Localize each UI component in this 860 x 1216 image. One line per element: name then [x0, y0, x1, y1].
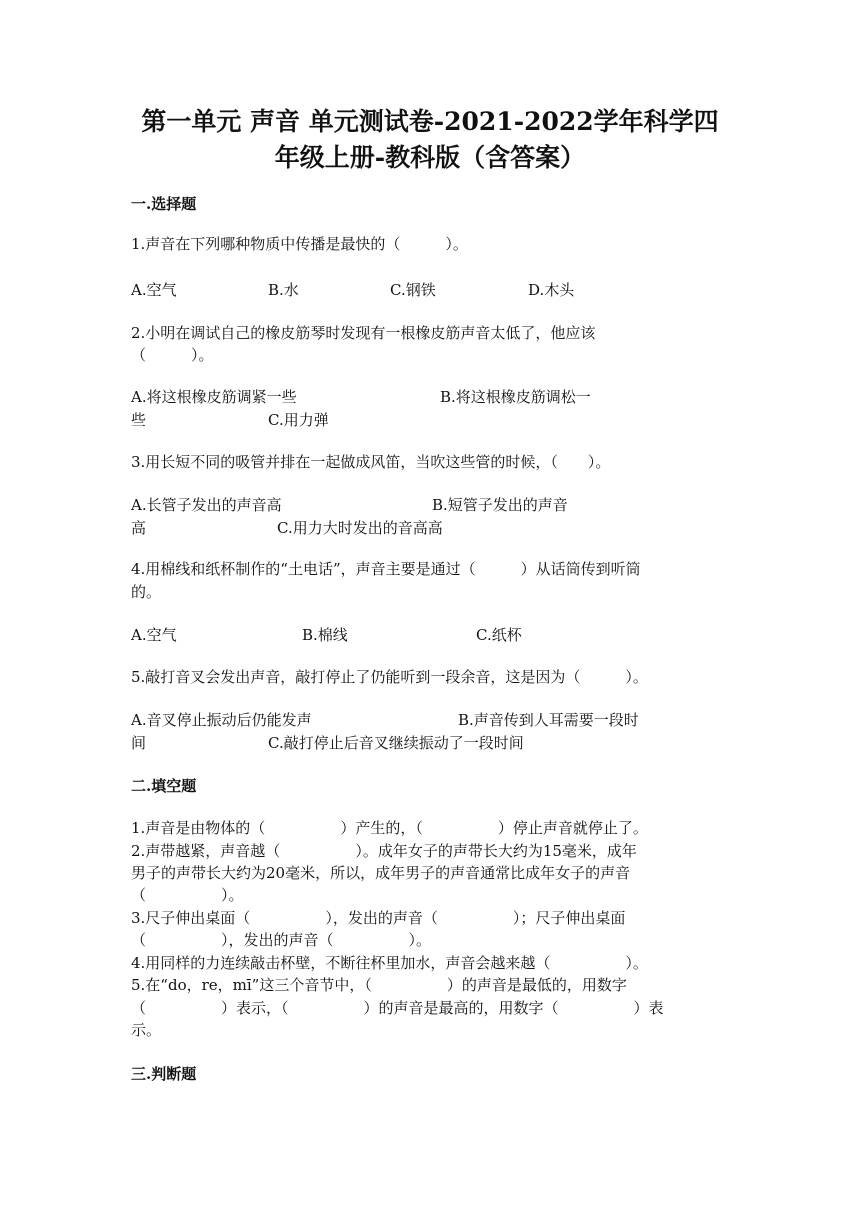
question-5-stem: 5.敲打音叉会发出声音，敲打停止了仍能听到一段余音，这是因为（ ）。 [131, 668, 648, 686]
fill-line-8: 5.在“do，re，mī”这三个音节中，（ ）的声音是最低的，用数字 [131, 976, 627, 994]
question-2-option-a: A.将这根橡皮筋调紧一些 [131, 388, 297, 406]
question-3-stem: 3.用长短不同的吸管并排在一起做成风笛，当吹这些管的时候，（ ）。 [131, 453, 611, 471]
question-3-option-c: C.用力大时发出的音高高 [277, 519, 443, 537]
question-4-option-a: A.空气 [131, 626, 177, 644]
question-1-stem: 1.声音在下列哪种物质中传播是最快的（ ）。 [131, 235, 468, 253]
question-2-option-b: B.将这根橡皮筋调松一 [440, 388, 591, 406]
question-2-option-c: C.用力弹 [268, 411, 329, 429]
question-1-option-d: D.木头 [528, 281, 575, 299]
question-3-option-a: A.长管子发出的声音高 [131, 496, 282, 514]
question-2-stem-cont: （ ）。 [131, 346, 214, 364]
section-heading-judge: 三.判断题 [131, 1065, 197, 1083]
document-title-line-2: 年级上册-教科版（含答案） [274, 143, 586, 172]
question-5-option-b-cont: 间 [131, 734, 147, 752]
fill-line-1: 1.声音是由物体的（ ）产生的，（ ）停止声音就停止了。 [131, 819, 648, 837]
question-3-option-b: B.短管子发出的声音 [432, 496, 568, 514]
fill-line-3: 男子的声带长大约为20毫米，所以，成年男子的声音通常比成年女子的声音 [131, 864, 631, 882]
fill-line-9: （ ）表示，（ ）的声音是最高的，用数字（ ）表 [131, 999, 664, 1017]
question-2-option-b-cont: 些 [131, 411, 147, 429]
question-5-option-c: C.敲打停止后音叉继续振动了一段时间 [268, 734, 524, 752]
question-4-option-c: C.纸杯 [476, 626, 522, 644]
question-1-option-c: C.钢铁 [390, 281, 436, 299]
question-1-option-a: A.空气 [131, 281, 177, 299]
fill-line-10: 示。 [131, 1021, 162, 1039]
question-3-option-b-cont: 高 [131, 519, 147, 537]
section-heading-fill: 二.填空题 [131, 777, 197, 795]
fill-line-5: 3.尺子伸出桌面（ ），发出的声音（ ）；尺子伸出桌面 [131, 909, 626, 927]
fill-line-7: 4.用同样的力连续敲击杯壁，不断往杯里加水，声音会越来越（ ）。 [131, 954, 648, 972]
question-5-option-b: B.声音传到人耳需要一段时 [458, 711, 639, 729]
fill-line-4: （ ）。 [131, 886, 244, 904]
question-4-stem-cont: 的。 [131, 583, 162, 601]
question-4-option-b: B.棉线 [302, 626, 348, 644]
question-1-option-b: B.水 [268, 281, 299, 299]
fill-line-6: （ ），发出的声音（ ）。 [131, 931, 432, 949]
fill-line-2: 2.声带越紧，声音越（ ）。成年女子的声带长大约为15毫米，成年 [131, 842, 637, 860]
question-2-stem: 2.小明在调试自己的橡皮筋琴时发现有一根橡皮筋声音太低了，他应该 [131, 324, 596, 342]
question-4-stem: 4.用棉线和纸杯制作的“土电话”，声音主要是通过（ ）从话筒传到听筒 [131, 560, 641, 578]
document-title-line-1: 第一单元 声音 单元测试卷-2021-2022学年科学四 [141, 107, 719, 136]
section-heading-choice: 一.选择题 [131, 195, 197, 213]
question-5-option-a: A.音叉停止振动后仍能发声 [131, 711, 312, 729]
